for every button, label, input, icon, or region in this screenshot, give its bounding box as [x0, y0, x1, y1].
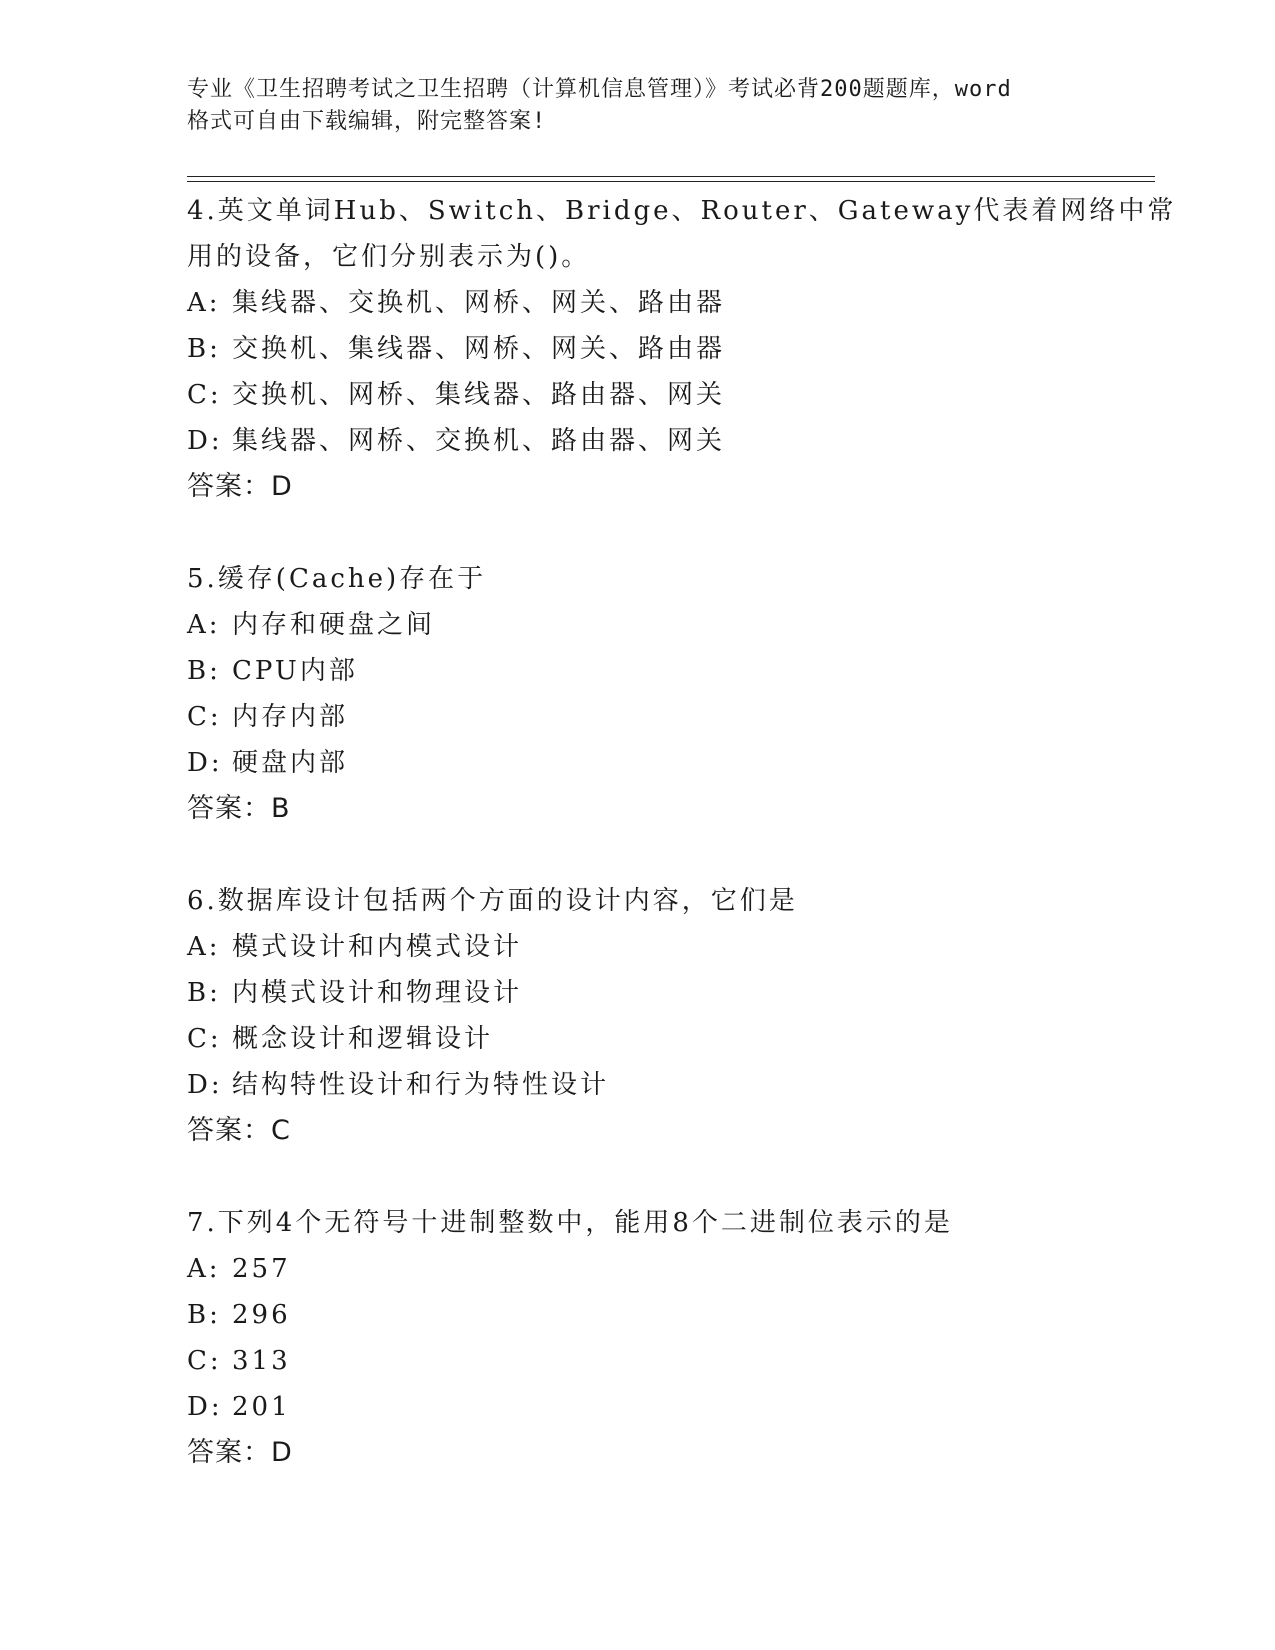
answer-line: 答案：B — [187, 793, 291, 824]
question-block — [187, 188, 1177, 510]
option-a — [187, 1246, 1155, 1292]
question-text: 7.下列4个无符号十进制整数中，能用8个二进制位表示的是 — [187, 1208, 953, 1238]
option-letter: C: — [187, 1024, 222, 1054]
option-letter: B: — [187, 978, 221, 1008]
option-d — [187, 1062, 1155, 1108]
option-text: 交换机、集线器、网桥、网关、路由器 — [232, 334, 726, 364]
option-letter: A: — [187, 610, 221, 640]
question-text: 5.缓存(Cache)存在于 — [187, 564, 487, 594]
option-d — [187, 740, 1155, 786]
option-text: CPU内部 — [232, 656, 358, 686]
option-b — [187, 648, 1155, 694]
option-letter: A: — [187, 932, 221, 962]
option-text: 模式设计和内模式设计 — [232, 932, 523, 962]
option-letter: A: — [187, 1254, 221, 1284]
spacer — [187, 1154, 1155, 1200]
question-text: 用的设备，它们分别表示为()。 — [187, 242, 591, 272]
question-text: 6.数据库设计包括两个方面的设计内容，它们是 — [187, 886, 798, 916]
spacer — [187, 510, 1155, 556]
answer-line: 答案：C — [187, 1115, 291, 1146]
document-header — [187, 74, 1087, 138]
option-text: 内存内部 — [232, 702, 349, 732]
spacer — [187, 832, 1155, 878]
option-b — [187, 326, 1155, 372]
option-d — [187, 1384, 1155, 1430]
option-text: 集线器、网桥、交换机、路由器、网关 — [232, 426, 726, 456]
option-letter: D: — [187, 748, 223, 778]
option-letter: B: — [187, 334, 221, 364]
option-a — [187, 602, 1155, 648]
option-c — [187, 1338, 1155, 1384]
question-block — [187, 556, 1155, 832]
option-c — [187, 372, 1155, 418]
question-text: 4.英文单词Hub、Switch、Bridge、Router、Gateway代表着网络中常 — [187, 196, 1177, 226]
option-letter: A: — [187, 288, 221, 318]
option-text: 结构特性设计和行为特性设计 — [232, 1070, 610, 1100]
option-text: 296 — [232, 1300, 291, 1330]
option-a — [187, 924, 1155, 970]
option-b — [187, 1292, 1155, 1338]
option-letter: D: — [187, 1070, 223, 1100]
option-letter: C: — [187, 380, 222, 410]
option-text: 交换机、网桥、集线器、路由器、网关 — [232, 380, 726, 410]
option-text: 201 — [232, 1392, 291, 1422]
option-text: 概念设计和逻辑设计 — [232, 1024, 494, 1054]
question-block — [187, 878, 1155, 1154]
option-text: 313 — [232, 1346, 291, 1376]
option-letter: B: — [187, 656, 221, 686]
option-text: 内模式设计和物理设计 — [232, 978, 523, 1008]
option-letter: C: — [187, 702, 222, 732]
option-text: 硬盘内部 — [232, 748, 349, 778]
option-letter: D: — [187, 1392, 223, 1422]
answer-line: 答案：D — [187, 471, 293, 502]
option-letter: C: — [187, 1346, 222, 1376]
question-block — [187, 1200, 1155, 1476]
header-line-2: 格式可自由下载编辑，附完整答案! — [187, 109, 547, 134]
option-letter: D: — [187, 426, 223, 456]
option-a — [187, 280, 1155, 326]
option-text: 内存和硬盘之间 — [232, 610, 436, 640]
option-c — [187, 1016, 1155, 1062]
option-c — [187, 694, 1155, 740]
answer-line: 答案：D — [187, 1437, 293, 1468]
header-line-1: 专业《卫生招聘考试之卫生招聘（计算机信息管理）》考试必背200题题库，word — [187, 77, 1012, 102]
option-text: 257 — [232, 1254, 291, 1284]
question-list — [187, 188, 1177, 1476]
option-letter: B: — [187, 1300, 221, 1330]
option-b — [187, 970, 1155, 1016]
option-text: 集线器、交换机、网桥、网关、路由器 — [232, 288, 726, 318]
header-divider — [187, 176, 1155, 182]
option-d — [187, 418, 1155, 464]
